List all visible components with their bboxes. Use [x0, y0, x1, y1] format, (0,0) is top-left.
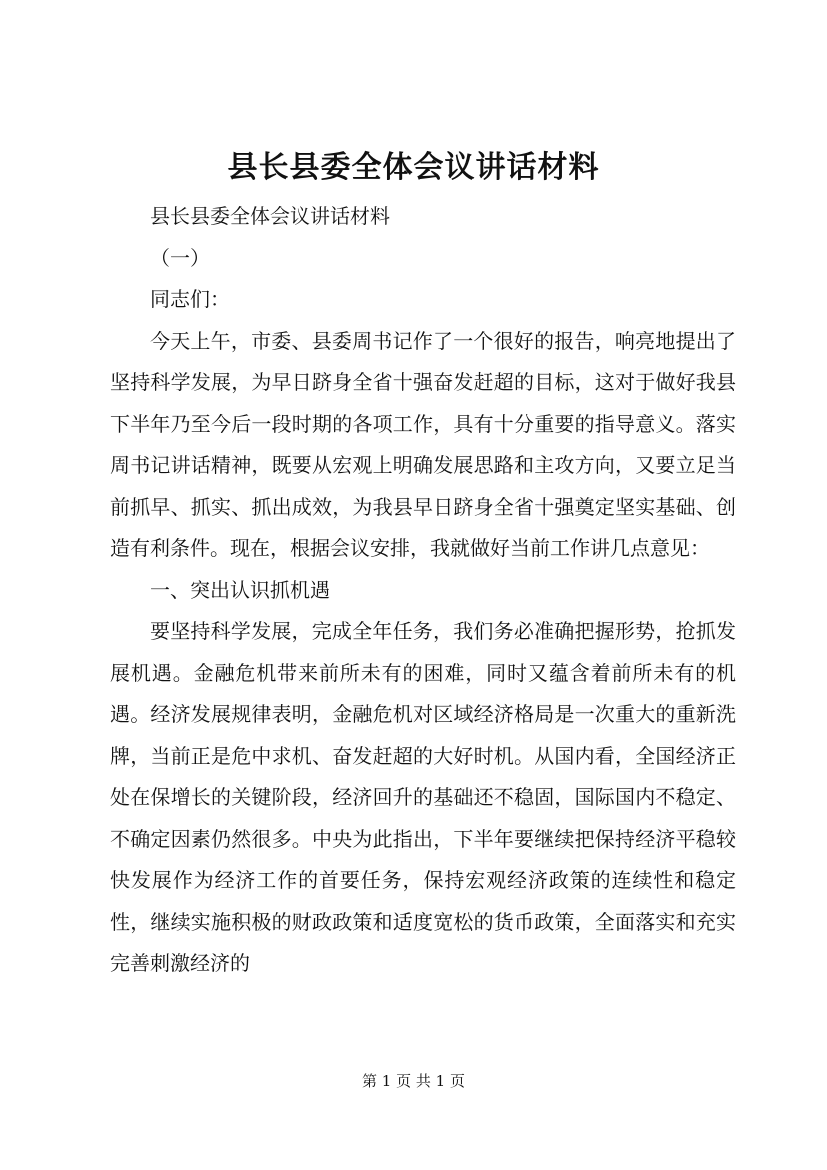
paragraph-section-number: （一） [150, 245, 210, 270]
paragraph-body-1: 要坚持科学发展，完成全年任务，我们务必准确把握形势，抢抓发展机遇。金融危机带来前所未有的困难，同时又蕴含着前所未有的机遇。经济发展规律表明，金融危机对区域经济格局是一次重大的重新洗牌，当前正是危中求机、奋发赶超的大好时机。从国内看，全国经济正处在保增长的关键阶段，经济回升的基础还不稳固，国际国内不稳定、不确定因素仍然很多。中央为此指出，下半年要继续把保持经济平稳较快发展作为经济工作的首要任务，保持宏观经济政策的连续性和稳定性，继续实施积极的财政政策和适度宽松的货币政策，全面落实和充实完善刺激经济的 [110, 619, 736, 975]
page-footer: 第 1 页 共 1 页 [362, 1072, 465, 1090]
paragraph-salutation: 同志们： [150, 287, 230, 311]
paragraph-heading-1: 一、突出认识抓机遇 [150, 577, 330, 602]
paragraph-intro: 今天上午，市委、县委周书记作了一个很好的报告，响亮地提出了坚持科学发展，为早日跻身全省十强奋发赶超的目标，这对于做好我县下半年乃至今后一段时期的各项工作，具有十分重要的指导意义。落实周书记讲话精神，既要从宏观上明确发展思路和主攻方向，又要立足当前抓早、抓实、抓出成效，为我县早日跻身全省十强奠定坚实基础、创造有利条件。现在，根据会议安排，我就做好当前工作讲几点意见： [110, 328, 736, 560]
document-title: 县长县委全体会议讲话材料 [227, 150, 600, 185]
document-body [110, 196, 736, 985]
paragraph-subtitle: 县长县委全体会议讲话材料 [150, 204, 390, 228]
